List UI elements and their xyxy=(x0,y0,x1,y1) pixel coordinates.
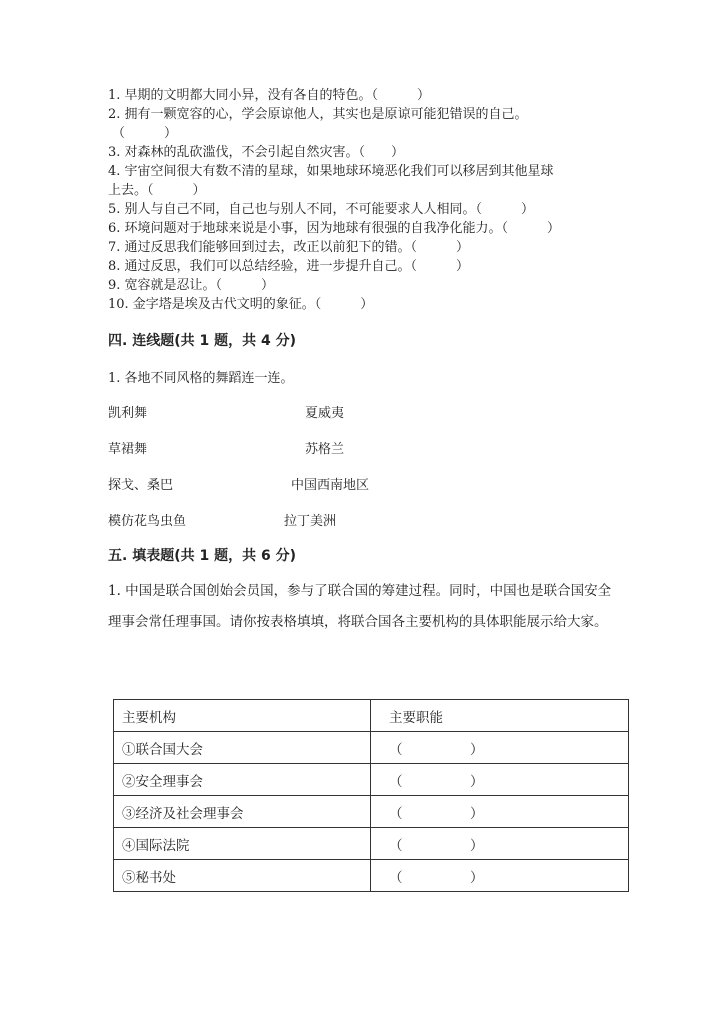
list-item: （ ） xyxy=(112,126,178,141)
list-item: 4. 宇宙空间很大有数不清的星球，如果地球环境恶化我们可以移居到其他星球 xyxy=(108,164,554,179)
organ-cell: ①联合国大会 xyxy=(114,732,371,764)
un-organs-table xyxy=(113,699,629,892)
list-item: 1. 早期的文明都大同小异，没有各自的特色。（ ） xyxy=(108,88,431,103)
match-right-item: 中国西南地区 xyxy=(291,478,370,493)
list-item: 2. 拥有一颗宽容的心，学会原谅他人，其实也是原谅可能犯错误的自己。 xyxy=(108,107,528,122)
organ-cell: ⑤秘书处 xyxy=(114,860,371,892)
matching-question: 1. 各地不同风格的舞蹈连一连。 xyxy=(108,371,294,386)
table-row xyxy=(114,732,629,764)
list-item: 6. 环境问题对于地球来说是小事，因为地球有很强的自我净化能力。（ ） xyxy=(108,221,561,236)
match-left-item: 草裙舞 xyxy=(108,442,148,457)
function-blank-cell[interactable]: （ ） xyxy=(371,764,629,796)
table-header-row xyxy=(114,700,629,732)
match-left-item: 模仿花鸟虫鱼 xyxy=(108,514,187,529)
list-item: 10. 金字塔是埃及古代文明的象征。（ ） xyxy=(108,297,374,312)
section-title-matching: 四. 连线题(共 1 题，共 4 分) xyxy=(108,333,296,349)
list-item: 9. 宽容就是忍让。（ ） xyxy=(108,278,275,293)
match-right-item: 苏格兰 xyxy=(305,442,345,457)
function-blank-cell[interactable]: （ ） xyxy=(371,828,629,860)
organ-cell: ②安全理事会 xyxy=(114,764,371,796)
function-blank-cell[interactable]: （ ） xyxy=(371,796,629,828)
table-row xyxy=(114,860,629,892)
table-row xyxy=(114,828,629,860)
list-item: 3. 对森林的乱砍滥伐，不会引起自然灾害。（ ） xyxy=(108,145,405,160)
list-item: 7. 通过反思我们能够回到过去，改正以前犯下的错。（ ） xyxy=(108,240,470,255)
organ-cell: ③经济及社会理事会 xyxy=(114,796,371,828)
match-left-item: 探戈、桑巴 xyxy=(108,478,174,493)
list-item: 8. 通过反思，我们可以总结经验，进一步提升自己。（ ） xyxy=(108,259,470,274)
table-header-cell: 主要机构 xyxy=(114,700,371,732)
match-left-item: 凯利舞 xyxy=(108,406,148,421)
match-right-item: 夏威夷 xyxy=(305,406,345,421)
function-blank-cell[interactable]: （ ） xyxy=(371,732,629,764)
list-item: 5. 别人与自己不同，自己也与别人不同，不可能要求人人相同。（ ） xyxy=(108,202,535,217)
true-false-list xyxy=(108,86,618,314)
organ-cell: ④国际法院 xyxy=(114,828,371,860)
table-row xyxy=(114,796,629,828)
section-title-table: 五. 填表题(共 1 题，共 6 分) xyxy=(108,548,296,564)
match-right-item: 拉丁美洲 xyxy=(284,514,337,529)
table-question-paragraph: 1. 中国是联合国创始会员国，参与了联合国的筹建过程。同时，中国也是联合国安全理事会常任理事国。请你按表格填填，将联合国各主要机构的具体职能展示给大家。 xyxy=(108,583,612,630)
function-blank-cell[interactable]: （ ） xyxy=(371,860,629,892)
list-item: 上去。（ ） xyxy=(108,183,206,198)
table-row xyxy=(114,764,629,796)
table-header-cell: 主要职能 xyxy=(371,700,629,732)
